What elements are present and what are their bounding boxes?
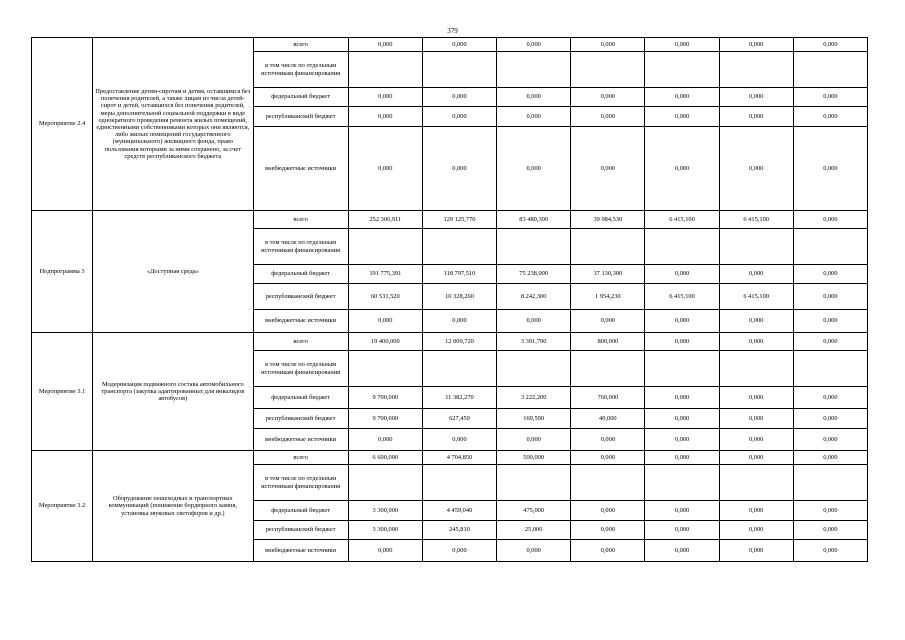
funding-source: всего: [253, 211, 348, 229]
amount-cell: 0,000: [719, 265, 793, 284]
funding-source: федеральный бюджет: [253, 265, 348, 284]
amount-cell: [571, 465, 645, 501]
amount-cell: [348, 351, 422, 387]
amount-cell: 0,000: [719, 310, 793, 333]
funding-source: внебюджетные источники: [253, 310, 348, 333]
amount-cell: 0,000: [719, 451, 793, 465]
amount-cell: 0,000: [497, 127, 571, 211]
amount-cell: 0,000: [571, 88, 645, 107]
amount-cell: 60 531,520: [348, 284, 422, 310]
amount-cell: 0,000: [719, 409, 793, 429]
amount-cell: 0,000: [793, 387, 867, 409]
amount-cell: 0,000: [645, 127, 719, 211]
amount-cell: 1 954,230: [571, 284, 645, 310]
amount-cell: 11 382,270: [422, 387, 496, 409]
amount-cell: 627,450: [422, 409, 496, 429]
amount-cell: 0,000: [422, 38, 496, 52]
amount-cell: 0,000: [645, 333, 719, 351]
amount-cell: 0,000: [719, 521, 793, 540]
funding-source: федеральный бюджет: [253, 501, 348, 521]
amount-cell: 0,000: [719, 429, 793, 451]
table-row: [32, 333, 868, 351]
amount-cell: [571, 351, 645, 387]
section-description: Оборудование пешеходных и транспортных коммуникаций (понижение бордюрного камня, установка звуковых светофоров и др.): [93, 451, 253, 562]
amount-cell: 0,000: [793, 88, 867, 107]
amount-cell: 0,000: [348, 107, 422, 127]
amount-cell: 0,000: [719, 387, 793, 409]
funding-source: в том числе по отдельным источникам финансирования: [253, 351, 348, 387]
funding-source: внебюджетные источники: [253, 540, 348, 562]
amount-cell: [645, 351, 719, 387]
amount-cell: 19 400,000: [348, 333, 422, 351]
amount-cell: 0,000: [497, 540, 571, 562]
amount-cell: [571, 52, 645, 88]
amount-cell: [793, 351, 867, 387]
amount-cell: 3 391,790: [497, 333, 571, 351]
amount-cell: 0,000: [793, 409, 867, 429]
amount-cell: 0,000: [645, 429, 719, 451]
amount-cell: 0,000: [497, 107, 571, 127]
amount-cell: 9 700,000: [348, 387, 422, 409]
amount-cell: 9 700,000: [348, 409, 422, 429]
amount-cell: 0,000: [793, 540, 867, 562]
funding-source: республиканский бюджет: [253, 284, 348, 310]
funding-source: внебюджетные источники: [253, 429, 348, 451]
amount-cell: 0,000: [571, 107, 645, 127]
amount-cell: [793, 229, 867, 265]
amount-cell: 4 459,040: [422, 501, 496, 521]
amount-cell: 0,000: [645, 521, 719, 540]
amount-cell: 0,000: [793, 501, 867, 521]
funding-source: федеральный бюджет: [253, 88, 348, 107]
amount-cell: 0,000: [571, 38, 645, 52]
amount-cell: 75 238,000: [497, 265, 571, 284]
funding-source: внебюджетные источники: [253, 127, 348, 211]
amount-cell: 0,000: [422, 107, 496, 127]
funding-source: в том числе по отдельным источникам финансирования: [253, 465, 348, 501]
table-row: [32, 38, 868, 52]
amount-cell: [422, 229, 496, 265]
amount-cell: 12 009,720: [422, 333, 496, 351]
amount-cell: [497, 52, 571, 88]
amount-cell: 0,000: [497, 88, 571, 107]
section-description: Предоставление детям-сиротам и детям, оставшимся без попечения родителей, а также лицам из числа детей-сирот и детей, оставшихся без попечения родителей, меры дополнительной социальной поддержки в виде однократного проведения ремонта жилых помещений, единственными собственниками которых они являются, либо жилых помещений государственного (муниципального) жилищного фонда, право пользования которыми за ними сохранено, за счет средств республиканского бюджета: [93, 38, 253, 211]
amount-cell: 0,000: [793, 38, 867, 52]
amount-cell: 118 797,510: [422, 265, 496, 284]
section-description: Модернизация подвижного состава автомобильного транспорта (закупка адаптированных для инвалидов автобусов): [93, 333, 253, 451]
amount-cell: [497, 229, 571, 265]
amount-cell: 0,000: [719, 127, 793, 211]
amount-cell: [571, 229, 645, 265]
amount-cell: 0,000: [793, 211, 867, 229]
amount-cell: 8 242,300: [497, 284, 571, 310]
amount-cell: 0,000: [497, 38, 571, 52]
amount-cell: [719, 229, 793, 265]
amount-cell: 0,000: [571, 310, 645, 333]
amount-cell: 760,000: [571, 387, 645, 409]
amount-cell: [719, 351, 793, 387]
amount-cell: [645, 52, 719, 88]
amount-cell: [719, 465, 793, 501]
amount-cell: 0,000: [645, 88, 719, 107]
amount-cell: 6 415,100: [645, 284, 719, 310]
amount-cell: [793, 52, 867, 88]
section-description: «Доступная среда»: [93, 211, 253, 333]
amount-cell: 0,000: [719, 333, 793, 351]
amount-cell: 0,000: [422, 310, 496, 333]
amount-cell: 0,000: [348, 429, 422, 451]
amount-cell: 0,000: [793, 333, 867, 351]
amount-cell: 169,590: [497, 409, 571, 429]
amount-cell: 0,000: [645, 38, 719, 52]
section-name: Мероприятие 2.4: [32, 38, 93, 211]
amount-cell: 6 600,000: [348, 451, 422, 465]
amount-cell: 191 775,391: [348, 265, 422, 284]
amount-cell: 0,000: [645, 265, 719, 284]
amount-cell: 3 300,000: [348, 521, 422, 540]
amount-cell: 6 415,100: [645, 211, 719, 229]
amount-cell: 0,000: [422, 88, 496, 107]
amount-cell: [422, 52, 496, 88]
amount-cell: 4 704,850: [422, 451, 496, 465]
section-name: Мероприятие 3.2: [32, 451, 93, 562]
amount-cell: [719, 52, 793, 88]
funding-source: в том числе по отдельным источникам финансирования: [253, 52, 348, 88]
funding-source: республиканский бюджет: [253, 409, 348, 429]
amount-cell: [645, 465, 719, 501]
amount-cell: 83 480,300: [497, 211, 571, 229]
amount-cell: [793, 465, 867, 501]
amount-cell: 0,000: [571, 127, 645, 211]
amount-cell: 0,000: [645, 409, 719, 429]
amount-cell: 25,000: [497, 521, 571, 540]
funding-source: всего: [253, 38, 348, 52]
page-number: 379: [447, 27, 458, 35]
amount-cell: [422, 351, 496, 387]
table-row: [32, 211, 868, 229]
amount-cell: 0,000: [348, 88, 422, 107]
amount-cell: 0,000: [571, 540, 645, 562]
amount-cell: [497, 465, 571, 501]
amount-cell: 252 306,911: [348, 211, 422, 229]
amount-cell: 0,000: [497, 429, 571, 451]
amount-cell: [348, 465, 422, 501]
amount-cell: 10 328,260: [422, 284, 496, 310]
amount-cell: 0,000: [422, 540, 496, 562]
amount-cell: 0,000: [348, 540, 422, 562]
amount-cell: 3 222,200: [497, 387, 571, 409]
funding-source: всего: [253, 451, 348, 465]
amount-cell: 0,000: [645, 387, 719, 409]
amount-cell: 0,000: [571, 521, 645, 540]
amount-cell: 0,000: [645, 501, 719, 521]
budget-table: [31, 37, 868, 562]
amount-cell: 0,000: [793, 127, 867, 211]
amount-cell: 0,000: [422, 429, 496, 451]
amount-cell: 6 415,100: [719, 211, 793, 229]
funding-source: федеральный бюджет: [253, 387, 348, 409]
amount-cell: 0,000: [645, 107, 719, 127]
funding-source: в том числе по отдельным источникам финансирования: [253, 229, 348, 265]
amount-cell: [497, 351, 571, 387]
amount-cell: 0,000: [571, 451, 645, 465]
amount-cell: 0,000: [571, 501, 645, 521]
amount-cell: 0,000: [719, 88, 793, 107]
amount-cell: 0,000: [793, 107, 867, 127]
amount-cell: 0,000: [793, 451, 867, 465]
amount-cell: 3 300,000: [348, 501, 422, 521]
amount-cell: 6 415,100: [719, 284, 793, 310]
amount-cell: 0,000: [793, 265, 867, 284]
amount-cell: [348, 229, 422, 265]
amount-cell: 800,000: [571, 333, 645, 351]
amount-cell: 475,000: [497, 501, 571, 521]
amount-cell: 0,000: [719, 38, 793, 52]
amount-cell: 0,000: [719, 501, 793, 521]
funding-source: республиканский бюджет: [253, 521, 348, 540]
funding-source: всего: [253, 333, 348, 351]
amount-cell: 39 084,530: [571, 211, 645, 229]
amount-cell: 0,000: [719, 540, 793, 562]
amount-cell: 0,000: [348, 127, 422, 211]
section-name: Подпрограмма 3: [32, 211, 93, 333]
amount-cell: 0,000: [422, 127, 496, 211]
table-row: [32, 451, 868, 465]
amount-cell: [422, 465, 496, 501]
amount-cell: 129 125,770: [422, 211, 496, 229]
amount-cell: 0,000: [645, 451, 719, 465]
funding-source: республиканский бюджет: [253, 107, 348, 127]
amount-cell: 0,000: [793, 284, 867, 310]
amount-cell: [348, 52, 422, 88]
section-name: Мероприятие 3.1: [32, 333, 93, 451]
amount-cell: 0,000: [571, 429, 645, 451]
amount-cell: 0,000: [793, 310, 867, 333]
amount-cell: 0,000: [348, 310, 422, 333]
amount-cell: 500,000: [497, 451, 571, 465]
amount-cell: 0,000: [793, 429, 867, 451]
amount-cell: 0,000: [645, 310, 719, 333]
amount-cell: 0,000: [719, 107, 793, 127]
amount-cell: 0,000: [645, 540, 719, 562]
amount-cell: [645, 229, 719, 265]
amount-cell: 0,000: [348, 38, 422, 52]
amount-cell: 0,000: [497, 310, 571, 333]
amount-cell: 0,000: [793, 521, 867, 540]
budget-table-body: [32, 38, 868, 562]
amount-cell: 40,000: [571, 409, 645, 429]
amount-cell: 37 130,300: [571, 265, 645, 284]
amount-cell: 245,810: [422, 521, 496, 540]
